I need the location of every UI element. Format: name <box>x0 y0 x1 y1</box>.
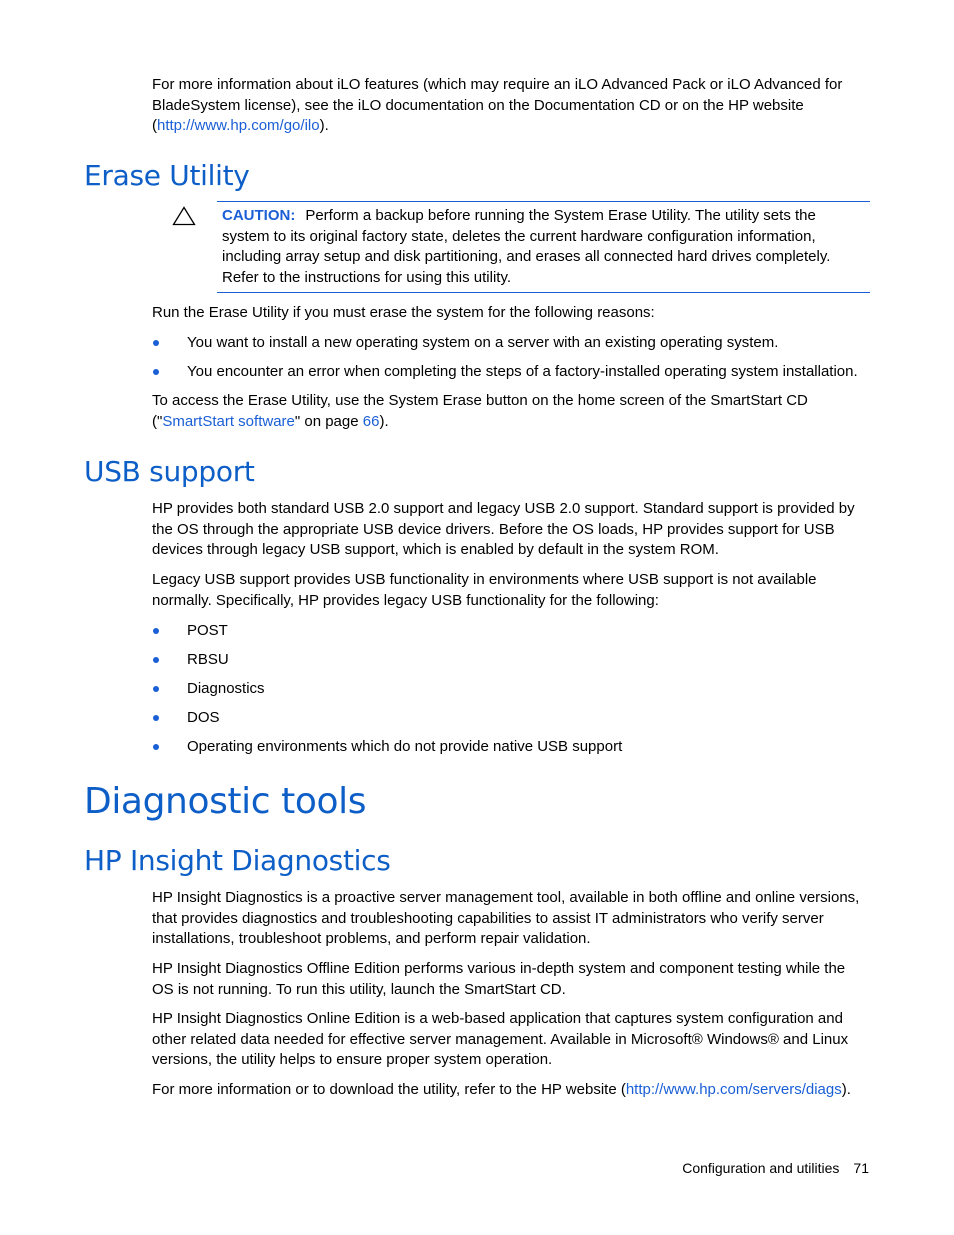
diag-paragraph-2: HP Insight Diagnostics Offline Edition performs various in-depth system and component testing while the OS is not running. To run this utility, launch the SmartStart CD. <box>152 960 846 998</box>
footer-section-title: Configuration and utilities <box>682 1160 840 1176</box>
bullet-dot <box>153 628 159 634</box>
usb-bullet-list <box>152 621 870 766</box>
page-66-link[interactable]: 66 <box>362 412 380 430</box>
usb-paragraph-2: Legacy USB support provides USB functionality in environments where USB support is not available normally. Specifically, HP provides legacy USB functionality for the following: <box>152 571 817 609</box>
erase-lead: Run the Erase Utility if you must erase the system for the following reasons: <box>152 304 655 321</box>
intro-text-end: ). <box>319 117 329 134</box>
diag-text: For more information or to download the utility, refer to the HP website ( <box>152 1081 626 1098</box>
caution-body: Perform a backup before running the System Erase Utility. The utility sets the system to its original factory state, deletes the current hardware configuration information, including array setup and disk partitioning, and erases all connected hard drives completely. Refer to the instructions for using this utility. <box>222 207 831 286</box>
bullet-dot <box>153 340 159 346</box>
access-text-end: ). <box>379 412 389 430</box>
list-item-text: DOS <box>187 709 220 726</box>
page-footer <box>682 1158 869 1178</box>
intro-text: For more information about iLO features (which may require an iLO Advanced Pack or iLO Advanced for BladeSystem license), see the iLO documentation on the Documentation CD or on the HP website ( <box>152 76 843 134</box>
warning-triangle-icon <box>172 206 196 226</box>
list-item-text: You encounter an error when completing the steps of a factory-installed operating system installation. <box>187 363 858 380</box>
list-item <box>152 333 870 362</box>
usb-paragraph-1: HP provides both standard USB 2.0 support and legacy USB 2.0 support. Standard support is provided by the OS through the appropriate USB device drivers. Before the OS loads, HP provides support for USB devices through legacy USB support, which is enabled by default in the system ROM. <box>152 500 855 558</box>
list-item <box>152 362 870 391</box>
diag-paragraph-3: HP Insight Diagnostics Online Edition is a web-based application that captures system configuration and other related data needed for effective server management. Available in Microsoft® Windows® and Linux versions, the utility helps to ensure proper system operation. <box>152 1010 849 1068</box>
access-text-mid: " on page <box>294 412 363 430</box>
diag-text-end: ). <box>841 1081 851 1098</box>
list-item <box>152 737 870 766</box>
usb-support-heading: USB support <box>84 455 255 488</box>
list-item <box>152 650 870 679</box>
list-item-text: POST <box>187 622 228 639</box>
bullet-dot <box>153 369 159 375</box>
diagnostic-tools-heading: Diagnostic tools <box>84 781 367 822</box>
ilo-link[interactable]: http://www.hp.com/go/ilo <box>157 117 320 134</box>
list-item-text: RBSU <box>187 651 229 668</box>
list-item-text: You want to install a new operating system on a server with an existing operating system. <box>187 334 779 351</box>
list-item <box>152 621 870 650</box>
intro-paragraph <box>152 75 870 137</box>
diag-paragraph-4 <box>152 1080 870 1101</box>
list-item <box>152 679 870 708</box>
bullet-dot <box>153 744 159 750</box>
page-number: 71 <box>853 1160 869 1176</box>
erase-bullet-list <box>152 333 870 391</box>
bullet-dot <box>153 686 159 692</box>
smartstart-software-link[interactable]: SmartStart software <box>162 412 295 430</box>
caution-label: CAUTION: <box>222 207 296 224</box>
list-item <box>152 708 870 737</box>
caution-box <box>217 201 870 293</box>
hp-insight-diagnostics-heading: HP Insight Diagnostics <box>84 844 391 877</box>
diag-paragraph-1: HP Insight Diagnostics is a proactive server management tool, available in both offline and online versions, that provides diagnostics and troubleshooting capabilities to assist IT administrators who verify server installations, troubleshoot problems, and perform repair validation. <box>152 889 860 947</box>
caution-text <box>222 206 867 288</box>
list-item-text: Operating environments which do not provide native USB support <box>187 738 623 755</box>
erase-utility-heading: Erase Utility <box>84 159 250 192</box>
bullet-dot <box>153 715 159 721</box>
access-text: To access the Erase Utility, use the System Erase button on the home screen of the SmartStart CD (" <box>152 392 808 430</box>
bullet-dot <box>153 657 159 663</box>
diags-website-link[interactable]: http://www.hp.com/servers/diags <box>625 1081 842 1098</box>
erase-access-paragraph <box>152 391 870 432</box>
list-item-text: Diagnostics <box>187 680 265 697</box>
